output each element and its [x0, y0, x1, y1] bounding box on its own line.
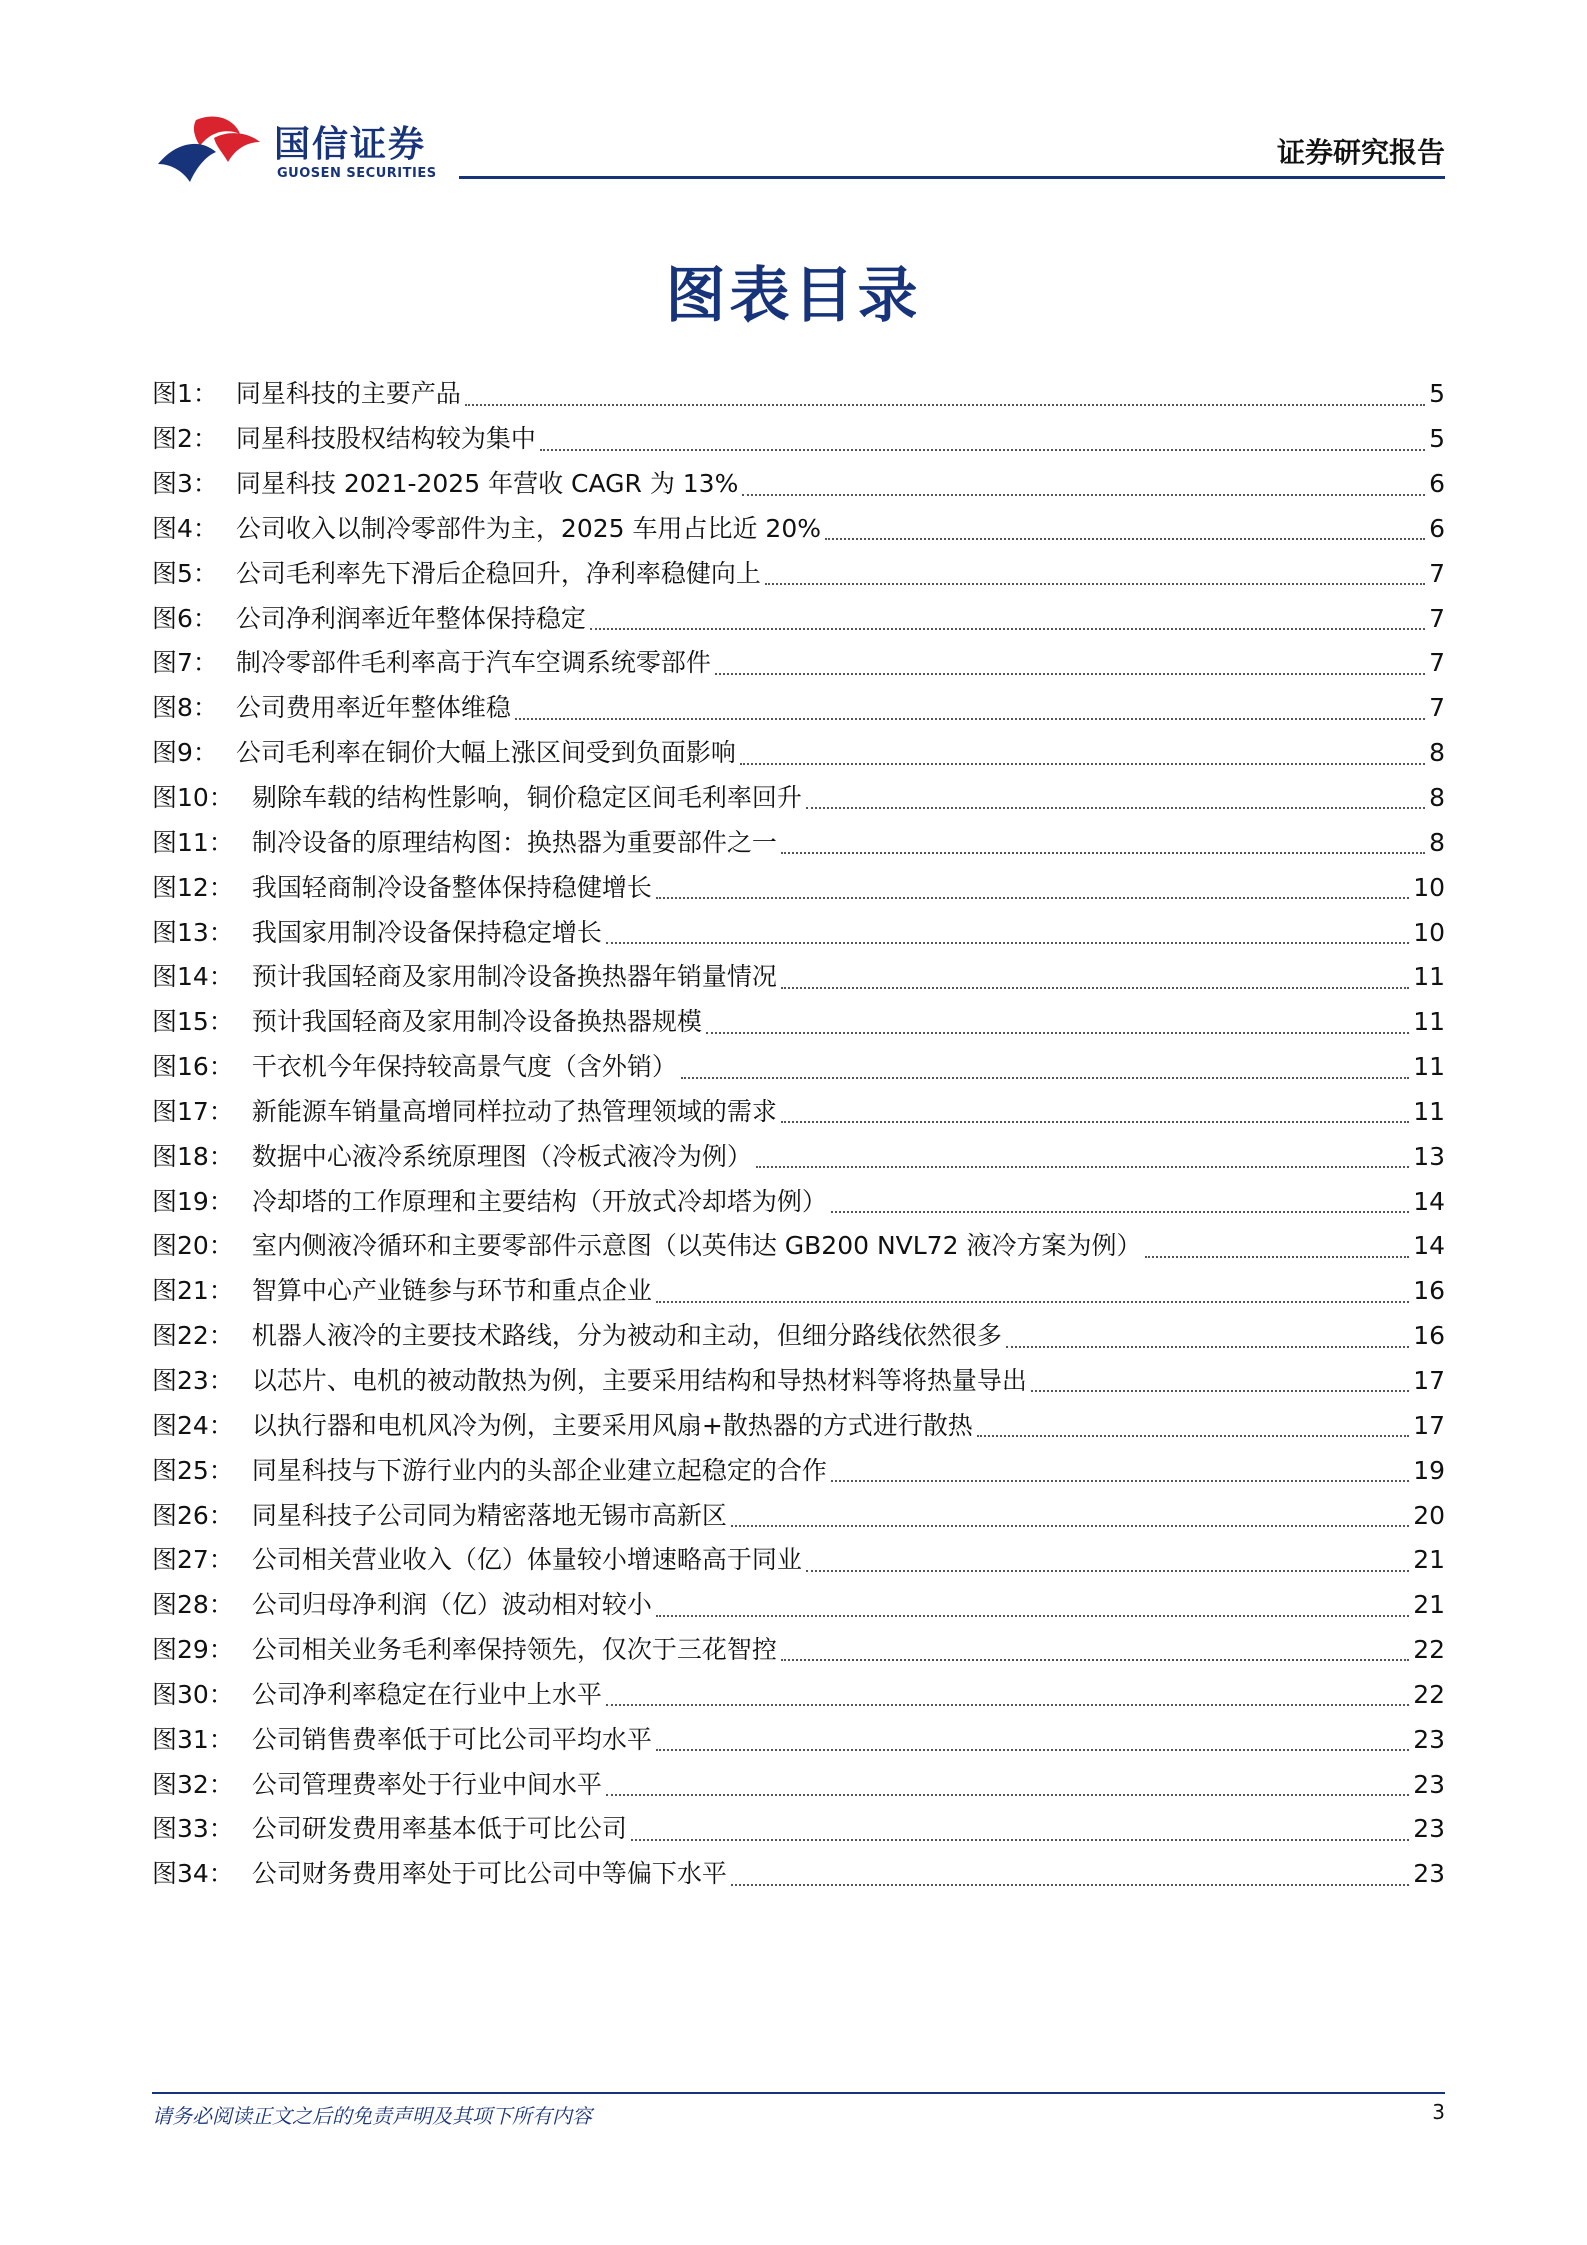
toc-entry[interactable] [152, 686, 1445, 731]
toc-entry[interactable] [152, 955, 1445, 1000]
toc-dot-leader [631, 1839, 1409, 1841]
toc-figure-label: 图24： [152, 1410, 234, 1440]
toc-figure-title[interactable]: 剔除车载的结构性影响，铜价稳定区间毛利率回升 [251, 783, 802, 813]
toc-dot-leader [806, 1570, 1409, 1572]
guosen-logo [156, 112, 456, 187]
toc-page-number: 11 [1413, 1096, 1445, 1126]
toc-figure-label: 图9： [152, 738, 218, 768]
toc-figure-title[interactable]: 以执行器和电机风冷为例，主要采用风扇+散热器的方式进行散热 [251, 1410, 973, 1440]
toc-figure-label: 图33： [152, 1814, 234, 1844]
toc-dot-leader [765, 583, 1425, 585]
toc-page-number: 21 [1413, 1545, 1445, 1575]
toc-page-number: 7 [1429, 558, 1445, 588]
toc-figure-label: 图26： [152, 1500, 234, 1530]
toc-page-number: 7 [1429, 693, 1445, 723]
toc-page-number: 11 [1413, 1052, 1445, 1082]
toc-dot-leader [681, 1077, 1409, 1079]
toc-figure-title[interactable]: 公司收入以制冷零部件为主，2025 车用占比近 20% [235, 513, 821, 543]
toc-figure-title[interactable]: 预计我国轻商及家用制冷设备换热器规模 [251, 1007, 702, 1037]
toc-figure-title[interactable]: 制冷设备的原理结构图：换热器为重要部件之一 [251, 827, 777, 857]
toc-entry[interactable] [152, 820, 1445, 865]
toc-dot-leader [656, 1615, 1409, 1617]
toc-dot-leader [742, 494, 1425, 496]
toc-entry[interactable] [152, 1224, 1445, 1269]
toc-page-number: 5 [1429, 379, 1445, 409]
toc-figure-title[interactable]: 制冷零部件毛利率高于汽车空调系统零部件 [235, 648, 711, 678]
toc-figure-label: 图31： [152, 1724, 234, 1754]
toc-entry[interactable] [152, 1852, 1445, 1897]
toc-entry[interactable] [152, 1717, 1445, 1762]
toc-figure-label: 图2： [152, 424, 218, 454]
toc-figure-title[interactable]: 以芯片、电机的被动散热为例，主要采用结构和导热材料等将热量导出 [251, 1365, 1027, 1395]
toc-dot-leader [540, 449, 1425, 451]
toc-page-number: 11 [1413, 962, 1445, 992]
toc-figure-title[interactable]: 公司管理费率处于行业中间水平 [251, 1769, 602, 1799]
toc-figure-label: 图20： [152, 1231, 234, 1261]
toc-figure-label: 图16： [152, 1052, 234, 1082]
toc-figure-label: 图30： [152, 1679, 234, 1709]
toc-figure-label: 图10： [152, 783, 234, 813]
toc-figure-label: 图1： [152, 379, 218, 409]
toc-dot-leader [1145, 1256, 1409, 1258]
toc-dot-leader [825, 538, 1425, 540]
toc-entry[interactable] [152, 417, 1445, 462]
toc-page-number: 10 [1413, 872, 1445, 902]
toc-figure-title[interactable]: 我国家用制冷设备保持稳定增长 [251, 917, 602, 947]
toc-figure-title[interactable]: 室内侧液冷循环和主要零部件示意图（以英伟达 GB200 NVL72 液冷方案为例） [251, 1231, 1142, 1261]
toc-figure-title[interactable]: 公司研发费用率基本低于可比公司 [251, 1814, 627, 1844]
toc-dot-leader [656, 897, 1409, 899]
toc-entry[interactable] [152, 731, 1445, 776]
toc-dot-leader [806, 807, 1425, 809]
toc-figure-title[interactable]: 公司销售费率低于可比公司平均水平 [251, 1724, 652, 1754]
toc-page-number: 22 [1413, 1679, 1445, 1709]
toc-entry[interactable] [152, 1762, 1445, 1807]
toc-figure-title[interactable]: 我国轻商制冷设备整体保持稳健增长 [251, 872, 652, 902]
toc-page-number: 16 [1413, 1276, 1445, 1306]
toc-page-number: 16 [1413, 1321, 1445, 1351]
toc-figure-label: 图6： [152, 603, 218, 633]
toc-entry[interactable] [152, 1448, 1445, 1493]
toc-figure-title[interactable]: 公司净利润率近年整体保持稳定 [235, 603, 586, 633]
toc-entry[interactable] [152, 1583, 1445, 1628]
toc-figure-title[interactable]: 同星科技子公司同为精密落地无锡市高新区 [251, 1500, 727, 1530]
toc-entry[interactable] [152, 1538, 1445, 1583]
toc-dot-leader [756, 1166, 1409, 1168]
toc-page-number: 7 [1429, 648, 1445, 678]
logo-english-name: GUOSEN SECURITIES [277, 166, 437, 181]
footer-disclaimer: 请务必阅读正文之后的免责声明及其项下所有内容 [152, 2104, 592, 2128]
toc-dot-leader [781, 1659, 1409, 1661]
toc-figure-title[interactable]: 公司相关营业收入（亿）体量较小增速略高于同业 [251, 1545, 802, 1575]
toc-figure-label: 图22： [152, 1321, 234, 1351]
toc-figure-label: 图11： [152, 827, 234, 857]
toc-entry[interactable] [152, 1403, 1445, 1448]
toc-page-number: 8 [1429, 738, 1445, 768]
toc-page-number: 23 [1413, 1814, 1445, 1844]
toc-page-number: 17 [1413, 1410, 1445, 1440]
toc-figure-title[interactable]: 公司财务费用率处于可比公司中等偏下水平 [251, 1859, 727, 1889]
toc-dot-leader [831, 1480, 1409, 1482]
toc-dot-leader [781, 1121, 1409, 1123]
toc-entry[interactable] [152, 641, 1445, 686]
toc-figure-title[interactable]: 同星科技与下游行业内的头部企业建立起稳定的合作 [251, 1455, 827, 1485]
toc-page-number: 8 [1429, 783, 1445, 813]
toc-figure-label: 图32： [152, 1769, 234, 1799]
toc-page-number: 6 [1429, 469, 1445, 499]
toc-figure-label: 图14： [152, 962, 234, 992]
toc-entry[interactable] [152, 1134, 1445, 1179]
toc-page-number: 22 [1413, 1635, 1445, 1665]
toc-entry[interactable] [152, 1672, 1445, 1717]
toc-figure-title[interactable]: 干衣机今年保持较高景气度（含外销） [251, 1052, 677, 1082]
toc-entry[interactable] [152, 1628, 1445, 1673]
toc-entry[interactable] [152, 910, 1445, 955]
figure-table-of-contents [152, 372, 1445, 1897]
toc-figure-title[interactable]: 公司毛利率先下滑后企稳回升，净利率稳健向上 [235, 558, 761, 588]
toc-page-number: 6 [1429, 513, 1445, 543]
page-title: 图表目录 [665, 261, 922, 331]
toc-page-number: 7 [1429, 603, 1445, 633]
toc-dot-leader [731, 1884, 1409, 1886]
toc-figure-title[interactable]: 同星科技的主要产品 [235, 379, 461, 409]
report-type-label: 证券研究报告 [1276, 136, 1445, 169]
toc-figure-label: 图27： [152, 1545, 234, 1575]
toc-page-number: 20 [1413, 1500, 1445, 1530]
toc-dot-leader [606, 1704, 1409, 1706]
toc-figure-title[interactable]: 公司相关业务毛利率保持领先，仅次于三花智控 [251, 1635, 777, 1665]
toc-page-number: 5 [1429, 424, 1445, 454]
toc-page-number: 13 [1413, 1141, 1445, 1171]
page-number: 3 [1432, 2100, 1445, 2124]
toc-dot-leader [731, 1525, 1409, 1527]
toc-figure-label: 图28： [152, 1590, 234, 1620]
toc-figure-title[interactable]: 公司毛利率在铜价大幅上涨区间受到负面影响 [235, 738, 736, 768]
toc-figure-label: 图5： [152, 558, 218, 588]
toc-figure-label: 图17： [152, 1096, 234, 1126]
logo-chinese-name: 国信证券 [274, 124, 427, 165]
toc-dot-leader [781, 987, 1409, 989]
toc-figure-label: 图19： [152, 1186, 234, 1216]
toc-figure-label: 图25： [152, 1455, 234, 1485]
toc-figure-label: 图34： [152, 1859, 234, 1889]
toc-entry[interactable] [152, 596, 1445, 641]
toc-figure-label: 图18： [152, 1141, 234, 1171]
toc-figure-label: 图12： [152, 872, 234, 902]
toc-entry[interactable] [152, 1807, 1445, 1852]
toc-figure-title[interactable]: 数据中心液冷系统原理图（冷板式液冷为例） [251, 1141, 752, 1171]
toc-dot-leader [781, 852, 1425, 854]
toc-dot-leader [590, 628, 1425, 630]
toc-figure-label: 图23： [152, 1365, 234, 1395]
toc-dot-leader [831, 1211, 1409, 1213]
toc-dot-leader [1006, 1346, 1409, 1348]
toc-figure-label: 图21： [152, 1276, 234, 1306]
toc-entry[interactable] [152, 507, 1445, 552]
toc-dot-leader [1031, 1390, 1409, 1392]
toc-figure-label: 图13： [152, 917, 234, 947]
toc-figure-label: 图29： [152, 1635, 234, 1665]
toc-figure-label: 图7： [152, 648, 218, 678]
toc-figure-title[interactable]: 公司费用率近年整体维稳 [235, 693, 511, 723]
toc-entry[interactable] [152, 1045, 1445, 1090]
toc-figure-title[interactable]: 公司净利率稳定在行业中上水平 [251, 1679, 602, 1709]
toc-dot-leader [515, 718, 1425, 720]
toc-figure-title[interactable]: 机器人液冷的主要技术路线，分为被动和主动，但细分路线依然很多 [251, 1321, 1002, 1351]
toc-figure-title[interactable]: 同星科技 2021-2025 年营收 CAGR 为 13% [235, 469, 739, 499]
toc-page-number: 14 [1413, 1231, 1445, 1261]
toc-dot-leader [606, 1794, 1409, 1796]
toc-figure-title[interactable]: 智算中心产业链参与环节和重点企业 [251, 1276, 652, 1306]
toc-page-number: 8 [1429, 827, 1445, 857]
guosen-logo-mark-icon [156, 112, 268, 184]
toc-figure-label: 图15： [152, 1007, 234, 1037]
toc-dot-leader [715, 673, 1425, 675]
toc-entry[interactable] [152, 1359, 1445, 1404]
toc-figure-title[interactable]: 冷却塔的工作原理和主要结构（开放式冷却塔为例） [251, 1186, 827, 1216]
toc-entry[interactable] [152, 1179, 1445, 1224]
toc-entry[interactable] [152, 462, 1445, 507]
toc-dot-leader [465, 404, 1425, 406]
toc-entry[interactable] [152, 1090, 1445, 1135]
toc-dot-leader [606, 942, 1409, 944]
toc-figure-title[interactable]: 同星科技股权结构较为集中 [235, 424, 536, 454]
toc-entry[interactable] [152, 1269, 1445, 1314]
toc-dot-leader [977, 1435, 1409, 1437]
toc-entry[interactable] [152, 865, 1445, 910]
toc-dot-leader [740, 763, 1425, 765]
toc-figure-title[interactable]: 预计我国轻商及家用制冷设备换热器年销量情况 [251, 962, 777, 992]
toc-entry[interactable] [152, 776, 1445, 821]
toc-figure-label: 图4： [152, 513, 218, 543]
page-header [0, 0, 1587, 190]
toc-page-number: 23 [1413, 1859, 1445, 1889]
toc-page-number: 21 [1413, 1590, 1445, 1620]
toc-page-number: 10 [1413, 917, 1445, 947]
header-divider [459, 176, 1445, 179]
toc-entry[interactable] [152, 1314, 1445, 1359]
toc-page-number: 11 [1413, 1007, 1445, 1037]
toc-figure-title[interactable]: 新能源车销量高增同样拉动了热管理领域的需求 [251, 1096, 777, 1126]
toc-page-number: 17 [1413, 1365, 1445, 1395]
toc-entry[interactable] [152, 1000, 1445, 1045]
toc-dot-leader [706, 1032, 1409, 1034]
toc-page-number: 14 [1413, 1186, 1445, 1216]
toc-figure-title[interactable]: 公司归母净利润（亿）波动相对较小 [251, 1590, 652, 1620]
toc-entry[interactable] [152, 1493, 1445, 1538]
toc-dot-leader [656, 1301, 1409, 1303]
toc-entry[interactable] [152, 372, 1445, 417]
toc-page-number: 23 [1413, 1769, 1445, 1799]
toc-page-number: 23 [1413, 1724, 1445, 1754]
toc-figure-label: 图3： [152, 469, 218, 499]
toc-entry[interactable] [152, 551, 1445, 596]
toc-dot-leader [656, 1749, 1409, 1751]
toc-page-number: 19 [1413, 1455, 1445, 1485]
footer-divider [152, 2092, 1445, 2094]
toc-figure-label: 图8： [152, 693, 218, 723]
